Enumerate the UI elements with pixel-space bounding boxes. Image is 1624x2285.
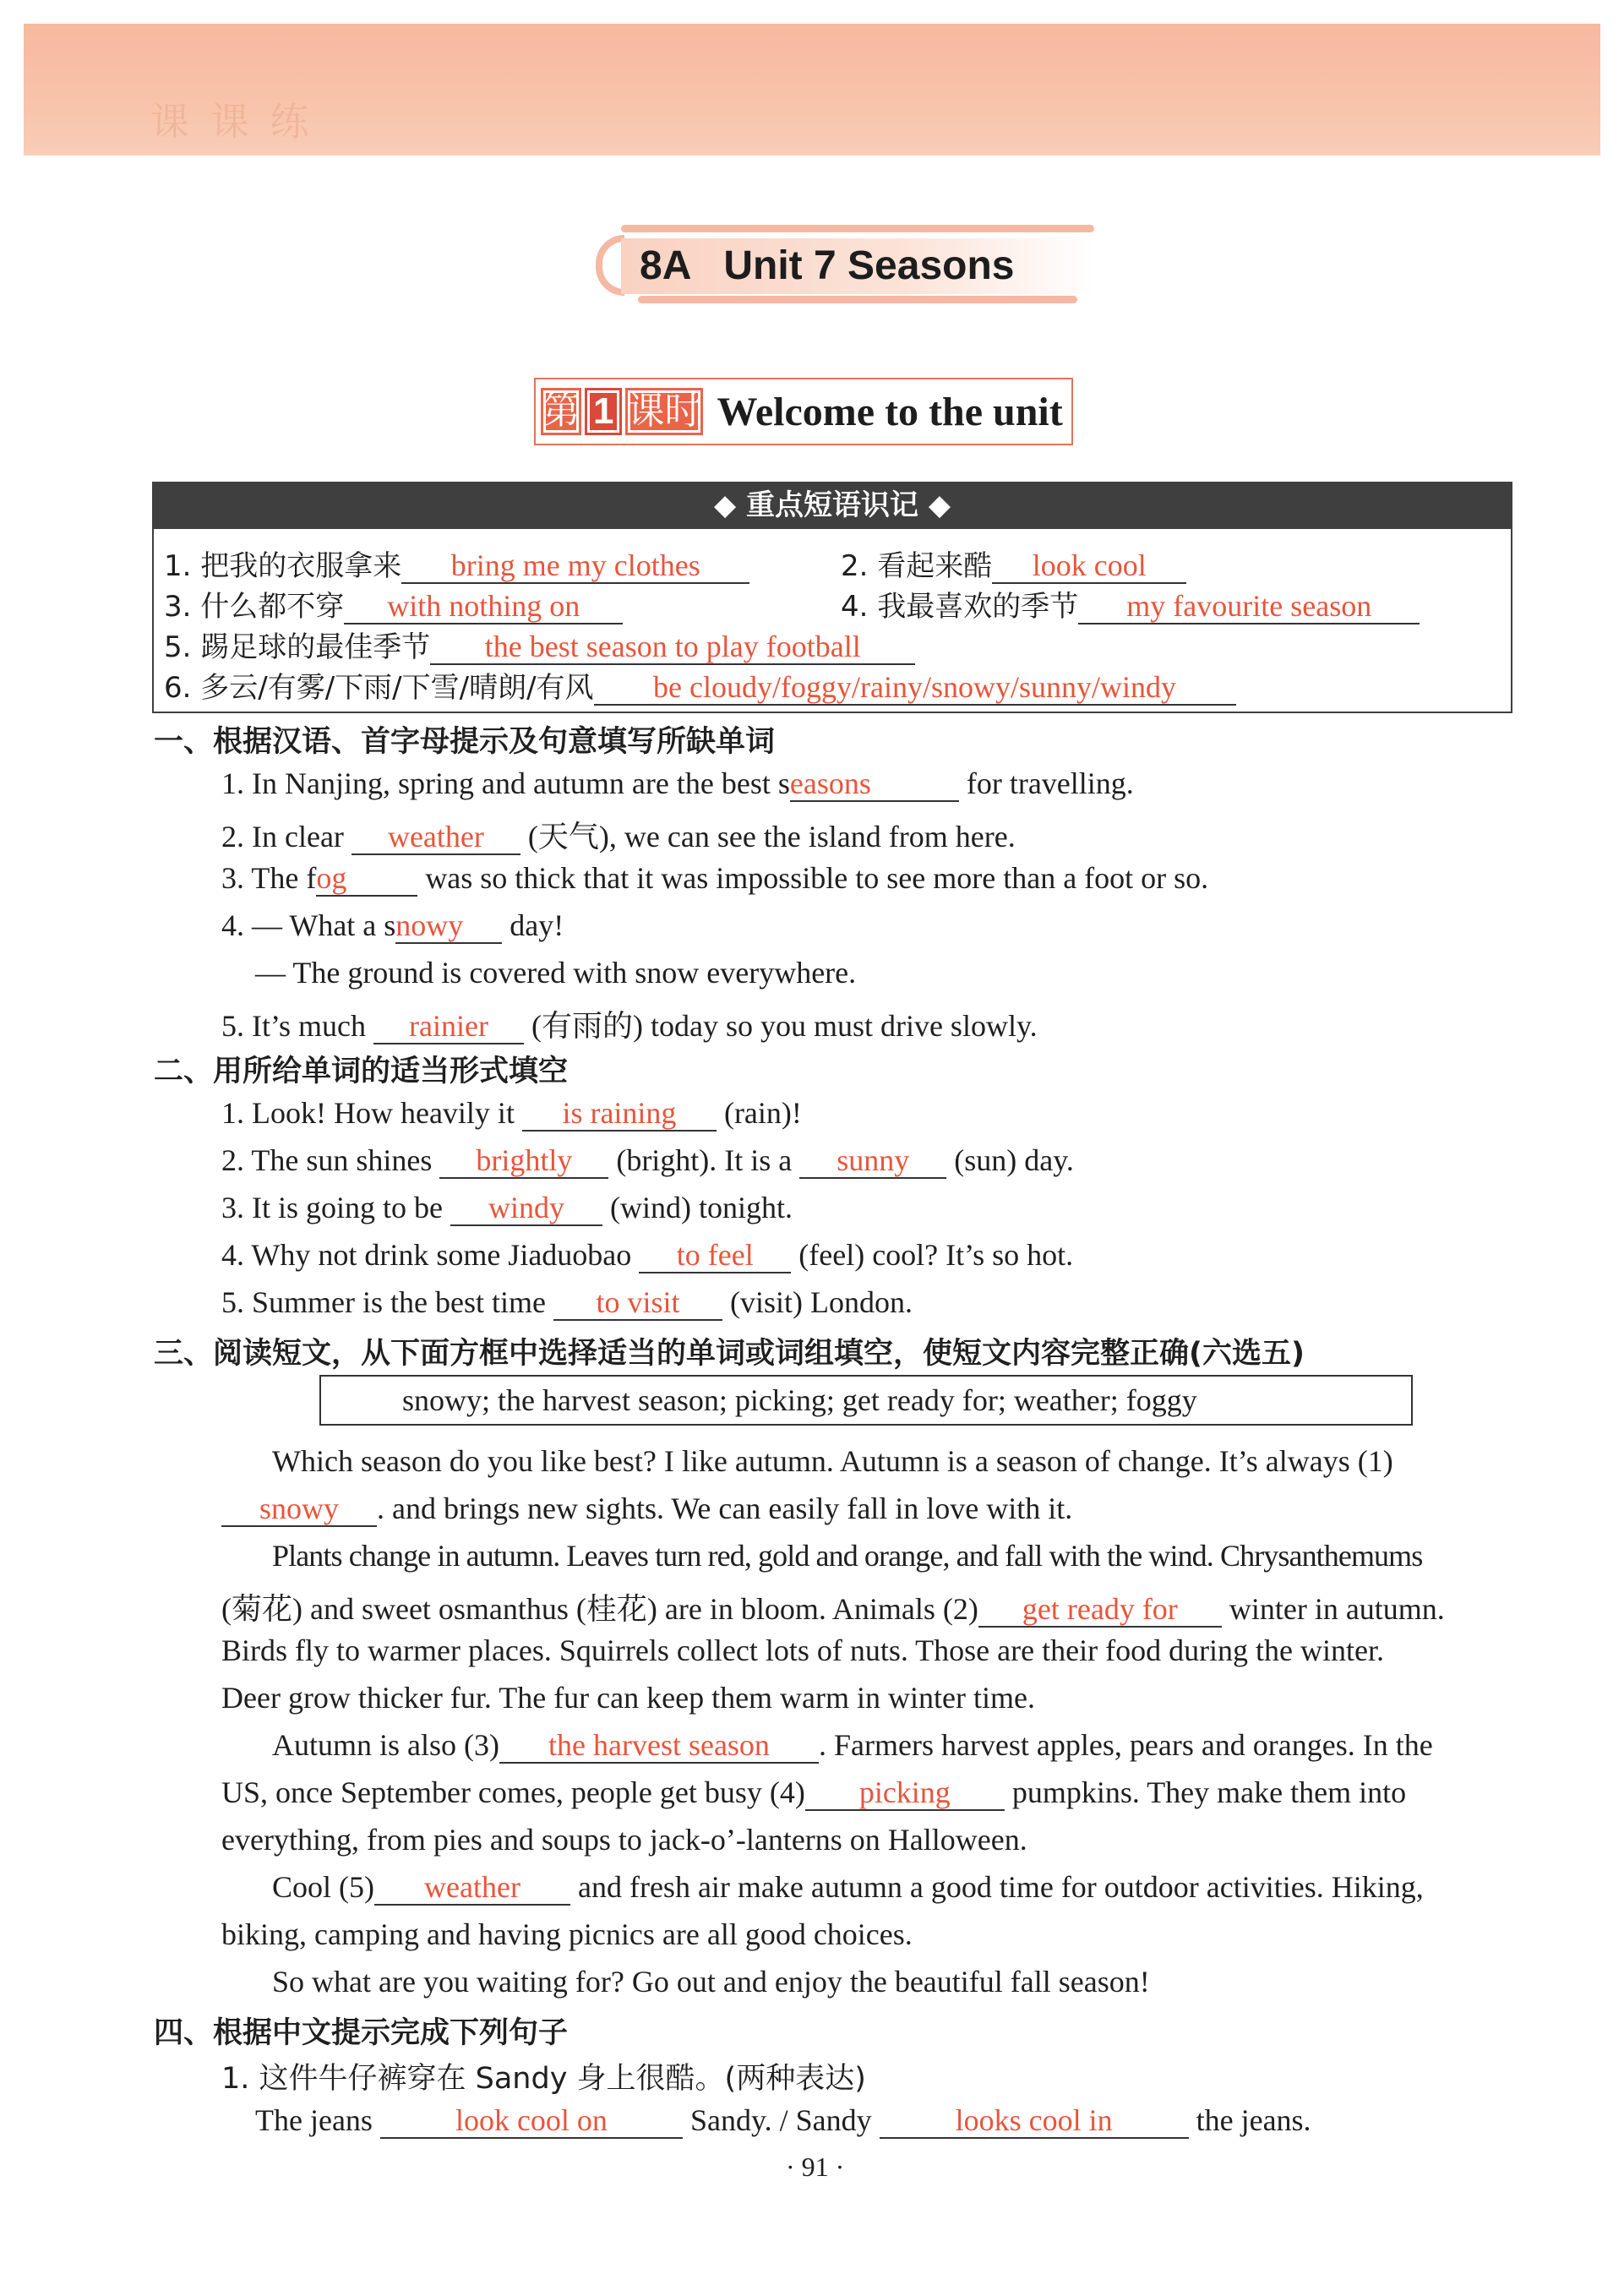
- exercise-line: [221, 1095, 802, 1132]
- exercise-line: [255, 2102, 1311, 2139]
- unit-name: Unit 7 Seasons: [723, 243, 1015, 288]
- question-text: was so thick that it was impossible to see more than a foot or so.: [425, 861, 1209, 895]
- answer-blank: easons: [790, 768, 959, 802]
- answer-blank: looks cool in: [880, 2105, 1189, 2139]
- lesson-keshi: 课时: [625, 388, 703, 435]
- phrase-prompt: 2. 看起来酷: [841, 549, 993, 583]
- passage-text: US, once September comes, people get busy (4): [221, 1775, 805, 1809]
- unit-title: [621, 238, 1094, 294]
- answer-blank: to feel: [639, 1240, 791, 1273]
- phrase-item: [841, 583, 1420, 624]
- question-text: 3. It is going to be: [221, 1191, 443, 1224]
- answer-blank: is raining: [522, 1098, 717, 1132]
- question-text: The jeans: [255, 2103, 373, 2137]
- answer-blank: to visit: [553, 1287, 722, 1321]
- passage-text: and fresh air make autumn a good time for outdoor activities. Hiking,: [578, 1870, 1424, 1904]
- answer-blank: weather: [352, 821, 520, 855]
- passage-text: pumpkins. They make them into: [1011, 1775, 1407, 1809]
- passage-text: Autumn is also (3): [272, 1728, 499, 1762]
- answer-blank: weather: [374, 1872, 570, 1906]
- exercise-line: [221, 1002, 1038, 1045]
- phrase-answer: my favourite season: [1078, 591, 1420, 624]
- phrase-item: [841, 543, 1186, 584]
- question-text: (天气), we can see the island from here.: [527, 820, 1016, 853]
- phrase-item: [164, 543, 749, 584]
- answer-blank: windy: [450, 1192, 602, 1226]
- phrase-answer: be cloudy/foggy/rainy/snowy/sunny/windy: [594, 672, 1236, 706]
- question-text: 1. Look! How heavily it: [221, 1096, 515, 1130]
- passage-line: [272, 1727, 1433, 1764]
- passage-line: biking, camping and having picnics are all good choices.: [221, 1917, 913, 1951]
- answer-blank: get ready for: [978, 1594, 1222, 1628]
- question-text: 2. In clear: [221, 820, 344, 853]
- lesson-number: 1: [585, 388, 622, 435]
- question-text: the jeans.: [1196, 2103, 1311, 2137]
- unit-code: 8A: [640, 243, 692, 288]
- passage-text: . Farmers harvest apples, pears and oranges. In the: [818, 1728, 1433, 1762]
- answer-blank: snowy: [221, 1493, 377, 1527]
- phrase-prompt: 6. 多云/有雾/下雨/下雪/晴朗/有风: [164, 671, 594, 705]
- exercise-line: [221, 860, 1208, 897]
- exercise-line: [221, 1237, 1073, 1273]
- unit-banner: [596, 218, 1096, 311]
- passage-line: Birds fly to warmer places. Squirrels collect lots of nuts. Those are their food during the winter.: [221, 1633, 1385, 1667]
- lesson-title: [534, 378, 1073, 445]
- question-text: 4. Why not drink some Jiaduobao: [221, 1238, 632, 1272]
- question-text: 2. The sun shines: [221, 1143, 433, 1177]
- answer-blank: picking: [805, 1777, 1005, 1811]
- passage-line: Deer grow thicker fur. The fur can keep them warm in winter time.: [221, 1681, 1035, 1715]
- exercise-line: [221, 1284, 913, 1321]
- answer-blank: look cool on: [380, 2105, 683, 2139]
- answer-blank: sunny: [799, 1145, 946, 1179]
- page-number: · 91 ·: [786, 2151, 845, 2182]
- section-heading: 一、根据汉语、首字母提示及句意填写所缺单词: [154, 725, 776, 759]
- banner-cap: [596, 235, 624, 296]
- phrase-answer: the best season to play football: [430, 631, 915, 665]
- phrase-answer: bring me my clothes: [401, 550, 749, 584]
- phrase-prompt: 4. 我最喜欢的季节: [841, 590, 1079, 624]
- phrase-item: [164, 624, 915, 665]
- exercise-line: [221, 813, 1016, 856]
- key-phrases-heading: ◆ 重点短语识记 ◆: [152, 482, 1512, 529]
- answer-blank: og: [316, 863, 417, 897]
- phrase-prompt: 5. 踢足球的最佳季节: [164, 630, 431, 664]
- answer-blank: the harvest season: [499, 1730, 819, 1764]
- passage-text: winter in autumn.: [1229, 1592, 1445, 1626]
- exercise-line: [255, 955, 856, 990]
- exercise-line: [221, 908, 564, 944]
- question-text: (feel) cool? It’s so hot.: [798, 1238, 1074, 1272]
- answer-blank: rainier: [373, 1011, 524, 1044]
- section-heading: 三、阅读短文，从下面方框中选择适当的单词或词组填空，使短文内容完整正确(六选五): [154, 1337, 1305, 1371]
- phrase-item: [164, 583, 623, 624]
- passage-line: Which season do you like best? I like autumn. Autumn is a season of change. It’s always (1): [272, 1444, 1393, 1478]
- answer-blank: nowy: [395, 910, 502, 944]
- passage-line: [272, 1869, 1424, 1906]
- section-heading: 四、根据中文提示完成下列句子: [154, 2016, 569, 2050]
- question-text: 3. The f: [221, 861, 317, 895]
- exercise-line: [221, 1190, 793, 1226]
- question-text: (rain)!: [723, 1096, 802, 1130]
- passage-line: everything, from pies and soups to jack-o’-lanterns on Halloween.: [221, 1823, 1027, 1857]
- word-options-box: snowy; the harvest season; picking; get ready for; weather; foggy: [319, 1375, 1413, 1426]
- question-text: — The ground is covered with snow everywhere.: [255, 956, 857, 990]
- header-faint-text: 课 课 练: [150, 100, 314, 144]
- question-text: (sun) day.: [954, 1143, 1074, 1177]
- passage-line: [221, 1585, 1445, 1628]
- question-text: (visit) London.: [729, 1285, 913, 1319]
- question-text: 1. In Nanjing, spring and autumn are the best s: [221, 766, 790, 800]
- phrase-prompt: 1. 把我的衣服拿来: [164, 549, 402, 583]
- phrase-item: [164, 664, 1236, 706]
- question-text: (bright). It is a: [616, 1143, 793, 1177]
- question-text: 5. Summer is the best time: [221, 1285, 546, 1319]
- passage-line: [221, 1775, 1406, 1811]
- question-text: Sandy. / Sandy: [689, 2103, 872, 2137]
- question-text: (wind) tonight.: [609, 1191, 793, 1224]
- exercise-line: 1. 这件牛仔裤穿在 Sandy 身上很酷。(两种表达): [221, 2062, 866, 2096]
- passage-line: So what are you waiting for? Go out and enjoy the beautiful fall season!: [272, 1965, 1150, 1999]
- question-text: day!: [510, 908, 564, 942]
- question-text: for travelling.: [966, 766, 1134, 800]
- exercise-line: [221, 1142, 1074, 1179]
- passage-text: Cool (5): [272, 1870, 374, 1904]
- header-band: [24, 24, 1600, 155]
- question-text: 4. — What a s: [221, 908, 396, 942]
- phrase-answer: with nothing on: [344, 591, 623, 624]
- passage-text: (菊花) and sweet osmanthus (桂花) are in bloom. Animals (2): [221, 1592, 978, 1626]
- banner-stripe: [638, 296, 1077, 303]
- passage-text: . and brings new sights. We can easily fall in love with it.: [377, 1492, 1073, 1525]
- passage-line: [221, 1491, 1072, 1527]
- banner-stripe: [621, 225, 1094, 232]
- section-heading: 二、用所给单词的适当形式填空: [154, 1055, 569, 1088]
- passage-line: Plants change in autumn. Leaves turn red, gold and orange, and fall with the wind. Chrysanthemums: [272, 1539, 1423, 1573]
- phrase-prompt: 3. 什么都不穿: [164, 590, 345, 624]
- phrase-answer: look cool: [992, 550, 1186, 584]
- exercise-line: [221, 766, 1134, 802]
- lesson-di: 第: [541, 388, 581, 435]
- answer-blank: brightly: [439, 1145, 608, 1179]
- lesson-name: Welcome to the unit: [717, 389, 1063, 434]
- question-text: 5. It’s much: [221, 1009, 366, 1043]
- question-text: (有雨的) today so you must drive slowly.: [531, 1009, 1038, 1043]
